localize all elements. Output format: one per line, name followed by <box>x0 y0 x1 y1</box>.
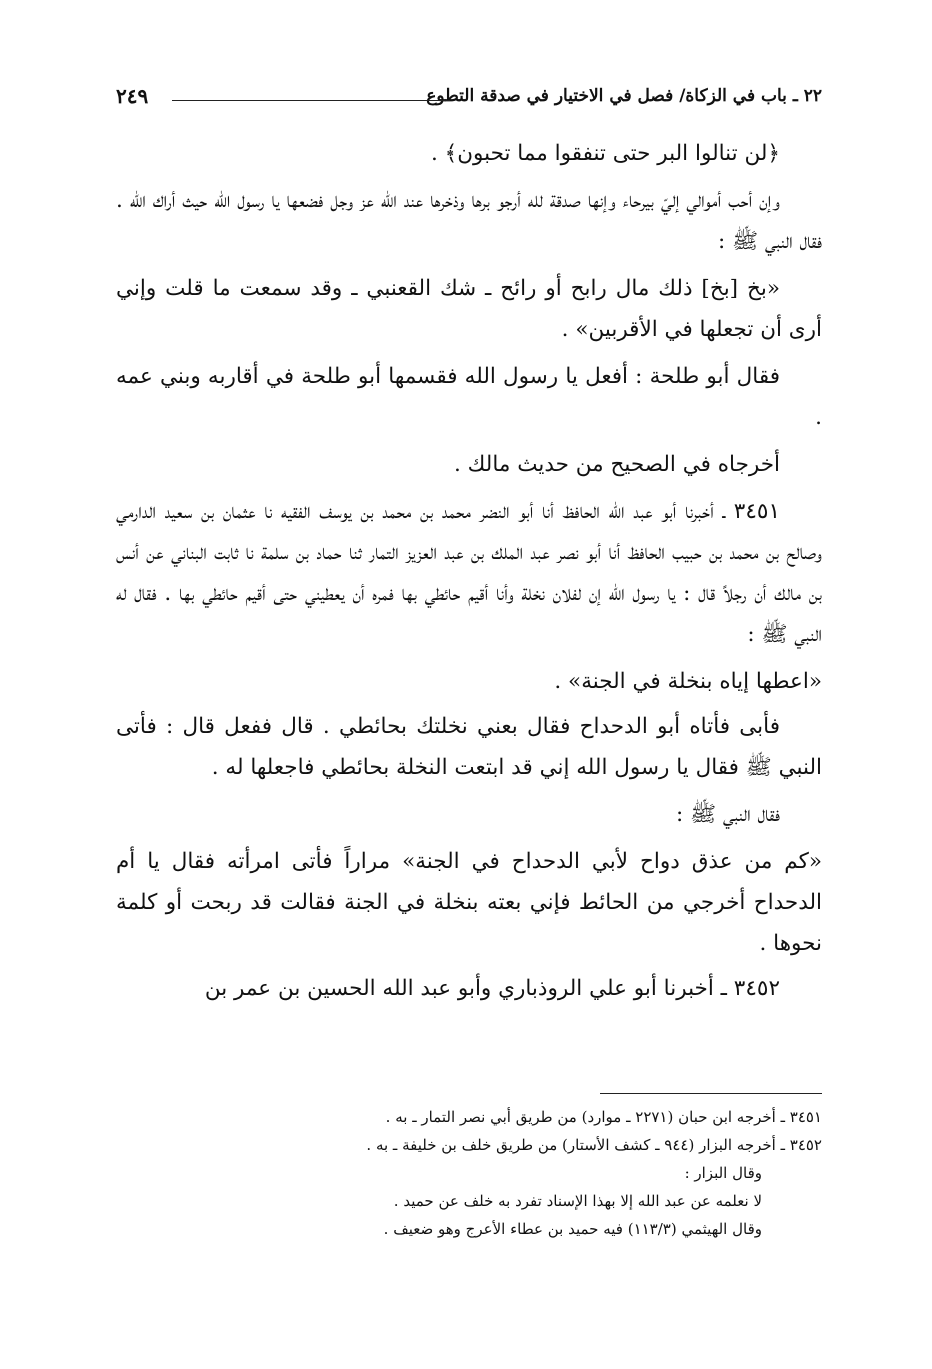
running-header <box>116 86 822 116</box>
paragraph: وإن أحب أموالي إليّ بيرحاء وإنها صدقة لله أرجو برها وذخرها عند الله عز وجل فضعها يا رسول الله حيث أراك الله . فقال النبي ﷺ : <box>116 188 822 254</box>
main-text <box>116 133 822 1015</box>
header-rule <box>172 100 450 101</box>
footnote-line: لا نعلمه عن عبد الله إلا بهذا الإسناد تفرد به خلف عن حميد . <box>393 1192 762 1210</box>
paragraph: فأبى فأتاه أبو الدحداح فقال بعني نخلتك بحائطي . قال ففعل قال : فأتى النبي ﷺ فقال يا رسول الله إني قد ابتعت النخلة بحائطي فاجعلها له . <box>116 714 822 780</box>
paragraph: أخرجاه في الصحيح من حديث مالك . <box>454 452 780 477</box>
hadith-quote: «بخ [بخ] ذلك مال رابح أو رائح ـ شك القعنبي ـ وقد سمعت ما قلت وإني أرى أن تجعلها في الأقربين» . <box>116 276 822 342</box>
footnote-rule <box>600 1093 822 1094</box>
paragraph: فقال أبو طلحة : أفعل يا رسول الله فقسمها أبو طلحة في أقاربه وبني عمه . <box>116 364 822 430</box>
paragraph: فقال النبي ﷺ : <box>676 802 780 827</box>
footnote-line: وقال الهيثمي (١١٣/٣) فيه حميد بن عطاء الأعرج وهو ضعيف . <box>383 1220 762 1238</box>
hadith-3451: ٣٤٥١ ـ أخبرنا أبو عبد الله الحافظ أنا أبو النضر محمد بن محمد بن يوسف الفقيه نا عثمان بن سعيد الدارمي وصالح بن محمد بن حبيب الحافظ أنا أبو نصر عبد الملك بن عبد العزيز التمار ثنا حماد بن سلمة نا ثابت البناني عن أنس بن مالك أن رجلاً قال : يا رسول الله إن لفلان نخلة وأنا أقيم حائطي بها فمره أن يعطيني حتى أقيم حائطي بها . فقال له النبي ﷺ : <box>116 499 822 647</box>
footnote-3451: ٣٤٥١ ـ أخرجه ابن حبان (٢٢٧١ ـ موارد) من طريق أبي نصر التمار ـ به . <box>385 1108 822 1126</box>
footnote-line: وقال البزار : <box>684 1164 762 1182</box>
hadith-3452: ٣٤٥٢ ـ أخبرنا أبو علي الروذباري وأبو عبد الله الحسين بن عمر بن <box>204 976 780 1001</box>
chapter-title: ٢٢ ـ باب في الزكاة/ فصل في الاختيار في صدقة التطوع <box>426 86 822 106</box>
quran-verse: ﴿لن تنالوا البر حتى تنفقوا مما تحبون﴾ . <box>430 141 780 166</box>
footnote-3452: ٣٤٥٢ ـ أخرجه البزار (٩٤٤ ـ كشف الأستار) من طريق خلف بن خليفة ـ به . <box>366 1136 822 1154</box>
hadith-quote: «كم من عذق دواح لأبي الدحداح في الجنة» مراراً فأتى امرأته فقال يا أم الدحداح أخرجي من الحائط فإني بعته بنخلة في الجنة فقالت قد ربحت أو كلمة نحوها . <box>116 849 823 956</box>
hadith-quote: «اعطها إياه بنخلة في الجنة» . <box>554 669 822 694</box>
page-number: ٢٤٩ <box>116 84 149 108</box>
footnotes <box>220 1103 822 1243</box>
